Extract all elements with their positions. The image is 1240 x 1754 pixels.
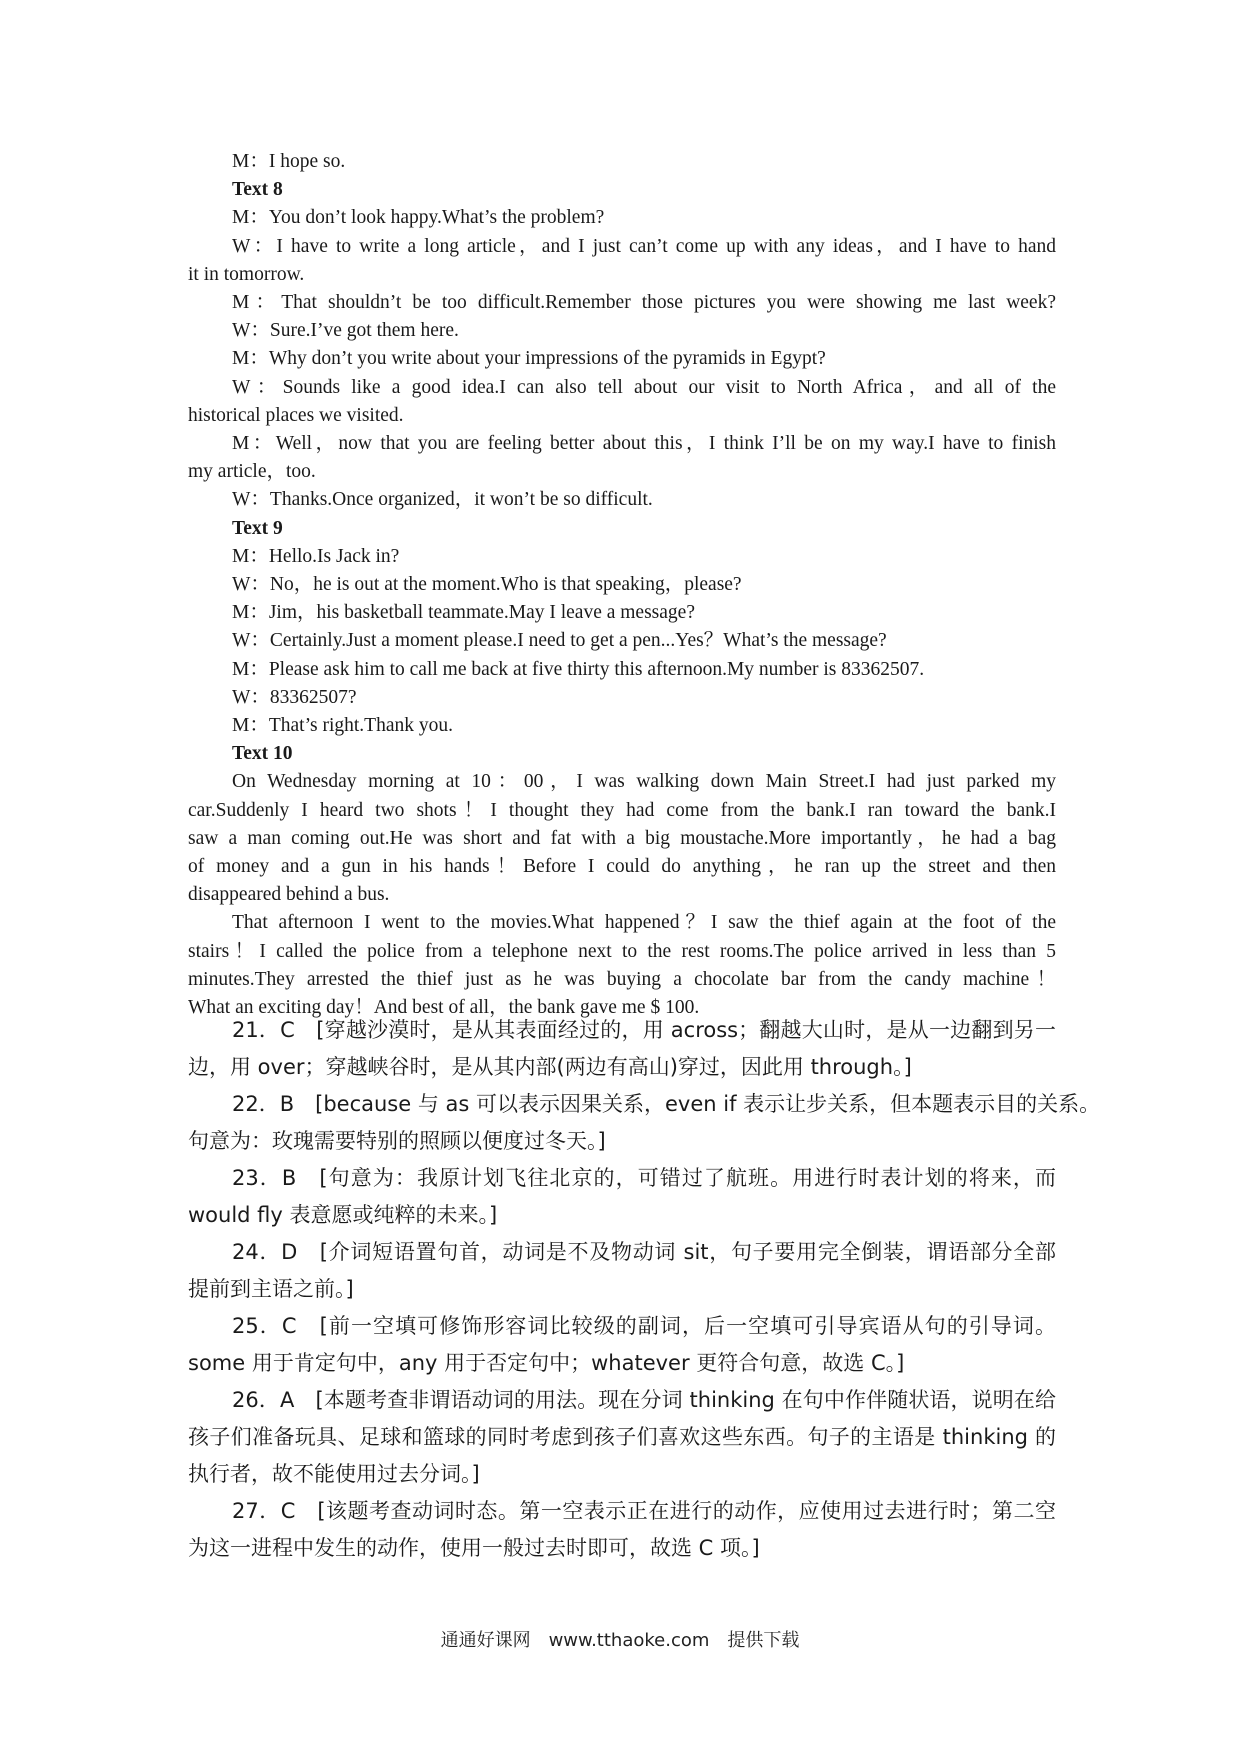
answer-line: 孩子们准备玩具、足球和篮球的同时考虑到孩子们喜欢这些东西。句子的主语是 thinking 的	[188, 1425, 1056, 1449]
dialogue-section	[188, 148, 1056, 1022]
section-heading: Text 10	[232, 743, 293, 765]
answers-section	[188, 1012, 1101, 1567]
answer-line: 24．D [介词短语置句首，动词是不及物动词 sit，句子要用完全倒装，谓语部分全部	[232, 1240, 1056, 1264]
text-line: W：83362507?	[232, 686, 357, 708]
text-line: car.Suddenly I heard two shots！I thought they had come from the bank.I ran toward the bank.I	[188, 799, 1056, 821]
text-line: W：No，he is out at the moment.Who is that speaking，please?	[232, 574, 742, 596]
text-line: M：Hello.Is Jack in?	[232, 545, 400, 567]
answer-item	[188, 1493, 1056, 1567]
answer-line: 边，用 over；穿越峡谷时，是从其内部(两边有高山)穿过，因此用 through。]	[188, 1055, 912, 1079]
text-line: M：Jim，his basketball teammate.May I leave a message?	[232, 602, 695, 624]
text-line: disappeared behind a bus.	[188, 884, 390, 906]
text-line: M：That shouldn’t be too difficult.Remember those pictures you were showing me last week?	[232, 292, 1056, 314]
text-line: my article，too.	[188, 461, 316, 483]
text-line: it in tomorrow.	[188, 263, 305, 285]
text-line: M：Well，now that you are feeling better about this，I think I’ll be on my way.I have to finish	[232, 433, 1056, 455]
text-line: What an exciting day！And best of all，the bank gave me $ 100.	[188, 997, 700, 1019]
text-line: M：Why don’t you write about your impressions of the pyramids in Egypt?	[232, 348, 826, 370]
section-heading: Text 8	[232, 179, 283, 201]
text-line: W：Certainly.Just a moment please.I need to get a pen...Yes？What’s the message?	[232, 630, 887, 652]
answer-line: 22．B [because 与 as 可以表示因果关系，even if 表示让步关系，但本题表示目的关系。	[232, 1092, 1101, 1116]
answer-item	[188, 1086, 1101, 1160]
text-line: W：Sounds like a good idea.I can also tell about our visit to North Africa，and all of the	[232, 376, 1056, 398]
text-line: historical places we visited.	[188, 404, 404, 426]
text-line: M：I hope so.	[232, 151, 346, 172]
answer-line: 23．B [句意为：我原计划飞往北京的，可错过了航班。用进行时表计划的将来，而	[232, 1166, 1056, 1190]
text-line: minutes.They arrested the thief just as he was buying a chocolate bar from the candy machine！	[188, 968, 1056, 990]
answer-line: 25．C [前一空填可修饰形容词比较级的副词，后一空填可引导宾语从句的引导词。	[232, 1314, 1056, 1338]
answer-line: 26．A [本题考查非谓语动词的用法。现在分词 thinking 在句中作伴随状语，说明在给	[232, 1388, 1056, 1412]
answer-line: 27．C [该题考查动词时态。第一空表示正在进行的动作，应使用过去进行时；第二空	[232, 1499, 1056, 1523]
answer-item	[188, 1382, 1056, 1493]
text-line: M：That’s right.Thank you.	[232, 715, 453, 737]
answer-line: some 用于肯定句中，any 用于否定句中；whatever 更符合句意，故选 C。]	[188, 1351, 905, 1375]
text-line: stairs！I called the police from a telephone next to the rest rooms.The police arrived in less than 5	[188, 940, 1056, 962]
answer-line: would fly 表意愿或纯粹的未来。]	[188, 1203, 498, 1227]
text-line: On Wednesday morning at 10：00，I was walking down Main Street.I had just parked my	[232, 771, 1056, 793]
text-line: M：Please ask him to call me back at five thirty this afternoon.My number is 83362507.	[232, 658, 925, 680]
answer-item	[188, 1012, 1056, 1086]
answer-item	[188, 1308, 1056, 1382]
answer-line: 为这一进程中发生的动作，使用一般过去时即可，故选 C 项。]	[188, 1536, 760, 1560]
answer-line: 21．C [穿越沙漠时，是从其表面经过的，用 across；翻越大山时，是从一边翻到另一	[232, 1018, 1056, 1042]
answer-item	[188, 1160, 1056, 1234]
text-line: W：Sure.I’ve got them here.	[232, 320, 459, 342]
text-line: M：You don’t look happy.What’s the problem?	[232, 207, 605, 229]
text-line: saw a man coming out.He was short and fat with a big moustache.More importantly，he had a bag	[188, 827, 1056, 849]
answer-line: 提前到主语之前。]	[188, 1277, 354, 1301]
text-line: W：Thanks.Once organized，it won’t be so difficult.	[232, 489, 653, 511]
answer-line: 句意为：玫瑰需要特别的照顾以便度过冬天。]	[188, 1129, 606, 1153]
text-line: of money and a gun in his hands！Before I could do anything，he ran up the street and then	[188, 856, 1056, 878]
text-line: W：I have to write a long article，and I just can’t come up with any ideas，and I have to hand	[232, 235, 1056, 257]
text-line: That afternoon I went to the movies.What happened？I saw the thief again at the foot of the	[232, 912, 1056, 934]
section-heading: Text 9	[232, 517, 283, 539]
answer-item	[188, 1234, 1056, 1308]
page-footer: 通通好课网 www.tthaoke.com 提供下载	[440, 1630, 800, 1651]
answer-line: 执行者，故不能使用过去分词。]	[188, 1462, 480, 1486]
